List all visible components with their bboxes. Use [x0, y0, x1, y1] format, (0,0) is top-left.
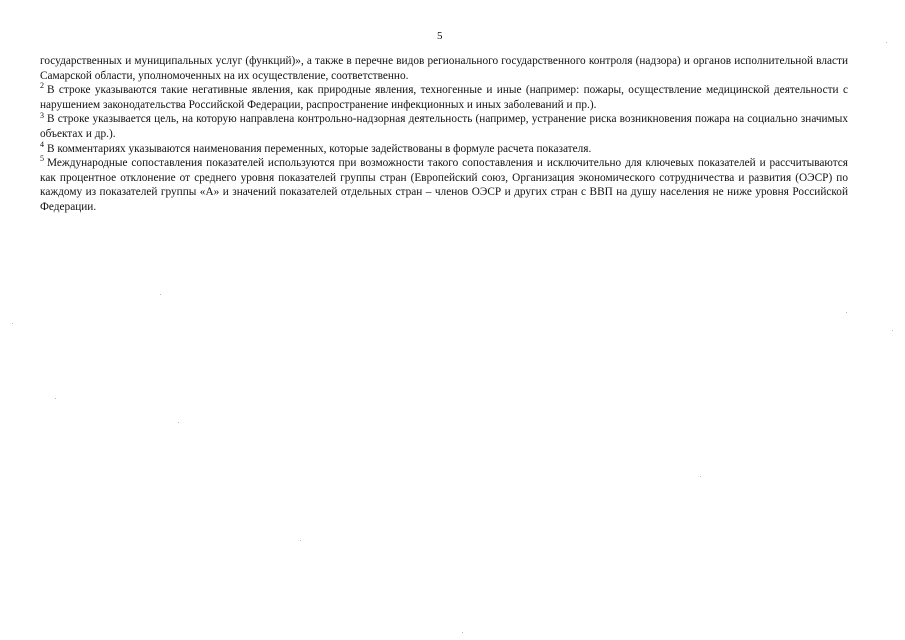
- footnote-marker: 4: [40, 139, 44, 149]
- footnote-text: В строке указываются такие негативные явления, как природные явления, техногенные и иные (например: пожары, осуществление медицинской деятельности с нарушением законодательства Российской Федерации, распространение инфекционных и иных заболеваний и пр.).: [40, 84, 848, 111]
- footnote-text: В комментариях указываются наименования переменных, которые задействованы в формуле расчета показателя.: [47, 142, 592, 155]
- footnote-text: В строке указывается цель, на которую направлена контрольно-надзорная деятельность (например, устранение риска возникновения пожара на социально значимых объектах и др.).: [40, 113, 848, 140]
- footnote-marker: 3: [40, 110, 44, 120]
- page-number: 5: [437, 30, 443, 42]
- footnote-4: [40, 139, 848, 157]
- footnote-text: Международные сопоставления показателей используются при возможности такого сопоставления и исключительно для ключевых показателей и рассчитываются как процентное отклонение от среднего уровня показателей группы стран (Европейский союз, Организация экономического сотрудничества и развития (ОЭСР) по каждому из показателей группы «А» и значений показателей отдельных стран – членов ОЭСР и других стран с ВВП на душу населения не ниже уровня Российской Федерации.: [40, 157, 848, 213]
- scan-speck: [892, 330, 893, 331]
- footnote-marker: 2: [40, 81, 44, 91]
- scan-speck: [700, 476, 701, 477]
- footnote-marker: 5: [40, 154, 44, 164]
- scan-speck: [178, 422, 179, 423]
- footnote-3: [40, 112, 848, 141]
- scan-speck: [160, 294, 161, 295]
- scan-speck: [846, 312, 847, 313]
- footnotes-section: [40, 54, 848, 215]
- scan-speck: [55, 398, 56, 399]
- footnote-text: государственных и муниципальных услуг (функций)», а также в перечне видов регионального государственного контроля (надзора) и органов исполнительной власти Самарской области, уполномоченных на их осуществление, соответственно.: [40, 55, 848, 82]
- scan-speck: [886, 42, 887, 43]
- footnote-continuation: [40, 54, 848, 83]
- scan-speck: [300, 540, 301, 541]
- scan-speck: [462, 632, 463, 633]
- footnote-2: [40, 83, 848, 112]
- scan-speck: [12, 323, 13, 324]
- footnote-5: [40, 156, 848, 214]
